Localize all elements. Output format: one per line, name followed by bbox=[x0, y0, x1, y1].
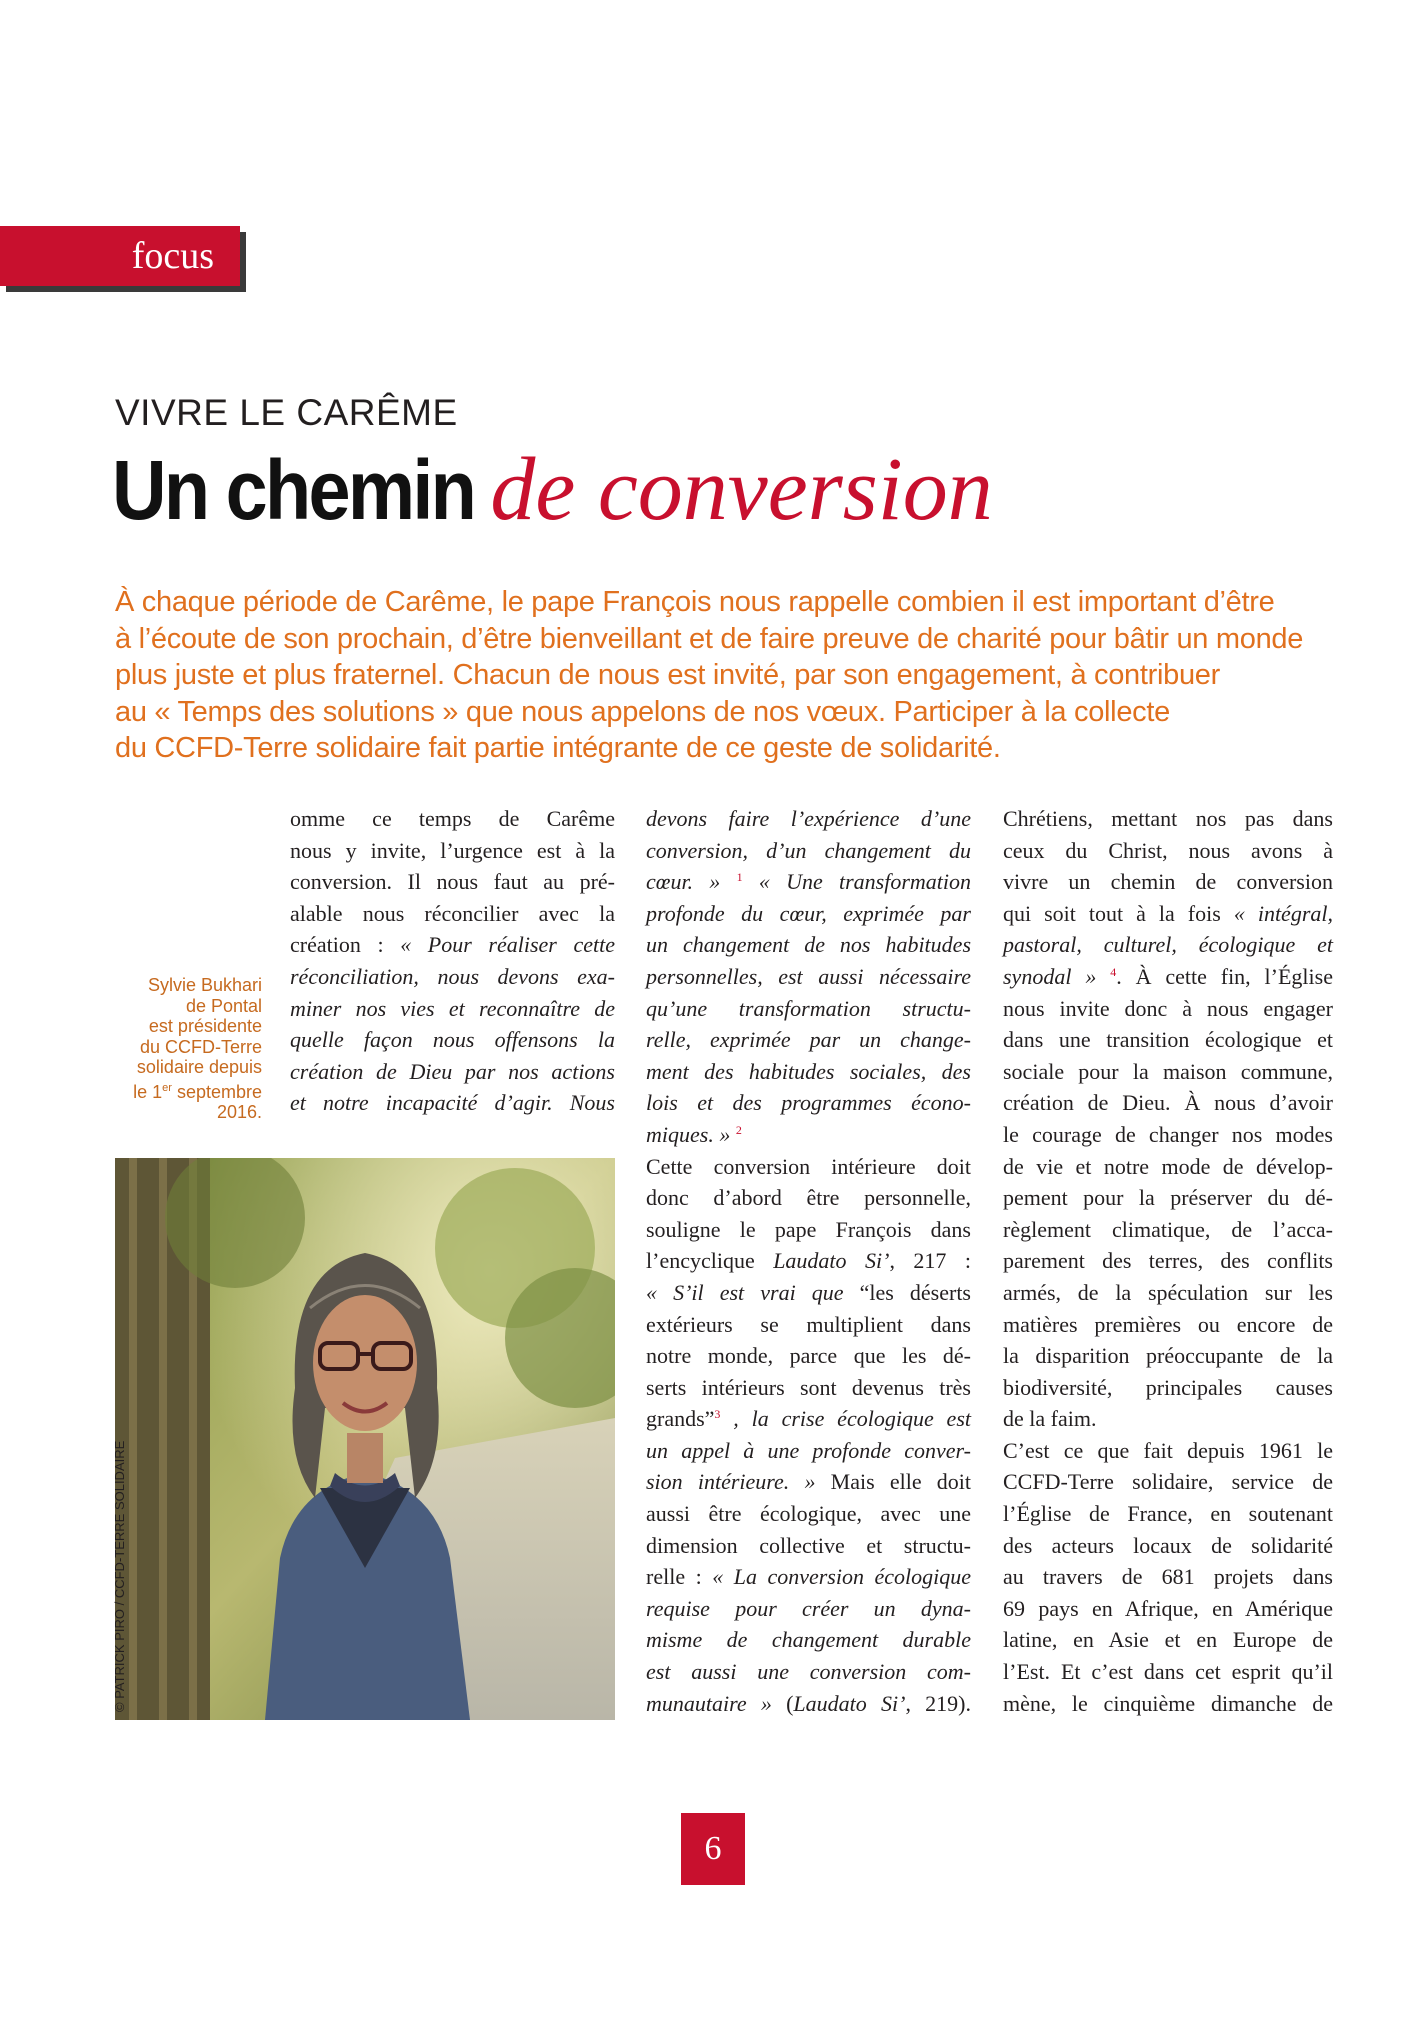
photo-credit: © PATRICK PIRO / CCFD-TERRE SOLIDAIRE bbox=[112, 1440, 127, 1712]
text-run: ( bbox=[771, 1690, 794, 1716]
text-line: ceux du Christ, nous avons à bbox=[1003, 837, 1333, 863]
text-line: extérieurs se multiplient dans bbox=[646, 1311, 971, 1337]
article-column-3 bbox=[1003, 803, 1333, 1719]
text-line: mène, le cinquième dimanche de bbox=[1003, 1690, 1333, 1716]
text-line: notre monde, parce que les dé- bbox=[646, 1343, 971, 1369]
text-line: Chrétiens, mettant nos pas dans bbox=[1003, 806, 1333, 831]
text-line bbox=[290, 1056, 615, 1088]
text-line: latine, en Asie et en Europe de bbox=[1003, 1627, 1333, 1653]
article-column-2 bbox=[646, 803, 971, 1719]
text-line bbox=[646, 1593, 971, 1625]
lede-line: du CCFD-Terre solidaire fait partie intégrante de ce geste de solidarité. bbox=[115, 732, 1001, 764]
text-run: , 217 : bbox=[889, 1248, 971, 1274]
text-line: dimension collective et structu- bbox=[646, 1532, 971, 1558]
quote-run: profonde du cœur, exprimée par bbox=[646, 900, 971, 926]
quote-run: sion intérieure. » bbox=[646, 1469, 816, 1495]
quote-run: personnelles, est aussi nécessaire bbox=[646, 963, 971, 989]
text-line: omme ce temps de Carême bbox=[290, 806, 615, 831]
quote-run: munautaire » bbox=[646, 1690, 772, 1716]
lede-line: plus juste et plus fraternel. Chacun de nous est invité, par son engagement, à contribuer bbox=[115, 659, 1220, 691]
text-line: de la faim. bbox=[1003, 1406, 1097, 1432]
text-run: Mais elle doit bbox=[815, 1469, 971, 1495]
text-line bbox=[646, 866, 971, 898]
quote-run: quelle façon nous offensons la bbox=[290, 1027, 615, 1053]
text-line: l’Église de France, en soutenant bbox=[1003, 1501, 1333, 1527]
text-line: de vie et notre mode de dévelop- bbox=[1003, 1153, 1333, 1179]
portrait-photo bbox=[115, 1158, 615, 1720]
quote-run: réconciliation, nous devons exa- bbox=[290, 963, 615, 989]
text-line bbox=[290, 993, 615, 1025]
quote-run: qu’une transformation structu- bbox=[646, 995, 971, 1021]
text-line bbox=[1003, 929, 1333, 961]
text-line: vivre un chemin de conversion bbox=[1003, 869, 1333, 895]
text-line bbox=[1003, 961, 1333, 993]
text-line bbox=[646, 1435, 971, 1467]
title-run: Laudato Si’ bbox=[773, 1248, 890, 1274]
quote-run: « Une transformation bbox=[742, 869, 971, 895]
text-run: qui soit tout à la fois bbox=[1003, 900, 1234, 926]
text-line: le courage de changer nos modes bbox=[1003, 1121, 1333, 1147]
quote-run: pastoral, culturel, écologique et bbox=[1003, 932, 1333, 958]
text-line: règlement climatique, de l’acca- bbox=[1003, 1216, 1333, 1242]
text-line bbox=[290, 1024, 615, 1056]
text-line bbox=[646, 1024, 971, 1056]
text-line: souligne le pape François dans bbox=[646, 1216, 971, 1242]
quote-run: « S’il est vrai que bbox=[646, 1279, 844, 1305]
text-line: la disparition préoccupante de la bbox=[1003, 1343, 1333, 1369]
text-run: grands” bbox=[646, 1406, 715, 1432]
text-line bbox=[646, 1245, 971, 1277]
text-line: au travers de 681 projets dans bbox=[1003, 1564, 1333, 1590]
text-run: “les déserts bbox=[843, 1279, 971, 1305]
text-line bbox=[290, 1087, 615, 1119]
text-line: nous invite donc à nous engager bbox=[1003, 995, 1333, 1021]
caption-superscript: er bbox=[162, 1081, 172, 1094]
text-line bbox=[646, 1688, 971, 1720]
photo-caption bbox=[120, 975, 262, 1123]
footnote-ref-3[interactable]: 3 bbox=[714, 1407, 721, 1422]
text-line bbox=[646, 1277, 971, 1309]
quote-run: « La conversion écologique bbox=[712, 1564, 971, 1590]
quote-run: cœur. » bbox=[646, 869, 737, 895]
text-line: création de Dieu. À nous d’avoir bbox=[1003, 1090, 1333, 1116]
text-line: C’est ce que fait depuis 1961 le bbox=[1003, 1437, 1333, 1463]
text-line bbox=[646, 1561, 971, 1593]
quote-run: devons faire l’expérience d’une bbox=[646, 806, 971, 831]
footnote-ref-4[interactable]: 4 bbox=[1110, 964, 1117, 979]
text-line bbox=[646, 1403, 971, 1435]
caption-line: est présidente bbox=[148, 1016, 262, 1036]
text-run: l’encyclique bbox=[646, 1248, 774, 1274]
caption-line: 2016. bbox=[216, 1102, 262, 1122]
text-run: création : bbox=[290, 932, 401, 958]
text-line bbox=[646, 803, 971, 835]
lede-line: À chaque période de Carême, le pape François nous rappelle combien il est important d’être bbox=[115, 586, 1275, 618]
quote-run: est aussi une conversion com- bbox=[646, 1659, 971, 1685]
article-column-1 bbox=[290, 803, 615, 1119]
text-line bbox=[646, 1087, 971, 1119]
article-headline bbox=[112, 438, 993, 541]
text-line: armés, de la spéculation sur les bbox=[1003, 1279, 1333, 1305]
caption-line: solidaire depuis bbox=[136, 1057, 262, 1077]
caption-text: le 1 bbox=[133, 1081, 163, 1102]
caption-text: septembre bbox=[171, 1081, 262, 1102]
caption-line: du CCFD-Terre bbox=[139, 1036, 262, 1057]
caption-line: de Pontal bbox=[185, 995, 262, 1016]
text-line bbox=[646, 961, 971, 993]
text-line: alable nous réconcilier avec la bbox=[290, 900, 615, 926]
text-line: parement des terres, des conflits bbox=[1003, 1248, 1333, 1274]
text-run: , 219). bbox=[905, 1690, 972, 1716]
text-line bbox=[646, 1119, 971, 1151]
quote-run: création de Dieu par nos actions bbox=[290, 1058, 615, 1084]
footnote-ref-1[interactable]: 1 bbox=[736, 870, 743, 885]
text-line: conversion. Il nous faut au pré- bbox=[290, 869, 615, 895]
quote-run: lois et des programmes écono- bbox=[646, 1090, 971, 1116]
text-line: nous y invite, l’urgence est à la bbox=[290, 837, 615, 863]
article-kicker: VIVRE LE CARÊME bbox=[115, 392, 458, 433]
text-line: biodiversité, principales causes bbox=[1003, 1374, 1333, 1400]
quote-run: « Pour réaliser cette bbox=[400, 932, 615, 958]
text-line bbox=[646, 835, 971, 867]
text-run: . À cette fin, l’Église bbox=[1116, 963, 1333, 989]
title-run: Laudato Si’ bbox=[793, 1690, 906, 1716]
caption-line: Sylvie Bukhari bbox=[147, 975, 262, 995]
text-line: aussi être écologique, avec une bbox=[646, 1501, 971, 1527]
text-line: dans une transition écologique et bbox=[1003, 1027, 1333, 1053]
headline-part2: de conversion bbox=[490, 440, 993, 539]
page-number: 6 bbox=[681, 1813, 745, 1885]
quote-run: , la crise écologique est bbox=[720, 1406, 971, 1432]
text-line bbox=[646, 1466, 971, 1498]
text-line bbox=[646, 993, 971, 1025]
quote-run: miques. » bbox=[646, 1121, 736, 1147]
quote-run: requise pour créer un dyna- bbox=[646, 1595, 971, 1621]
quote-run: synodal » bbox=[1003, 963, 1111, 989]
text-line bbox=[290, 929, 615, 961]
text-line: donc d’abord être personnelle, bbox=[646, 1185, 971, 1211]
lede-line: au « Temps des solutions » que nous appelons de nos vœux. Participer à la collecte bbox=[115, 695, 1170, 728]
text-line: sociale pour la maison commune, bbox=[1003, 1058, 1333, 1084]
text-line: pement pour la préserver du dé- bbox=[1003, 1185, 1333, 1211]
caption-line bbox=[120, 1078, 262, 1103]
quote-run: un changement de nos habitudes bbox=[646, 932, 971, 958]
headline-part1: Un chemin bbox=[112, 443, 475, 537]
quote-run: ment des habitudes sociales, des bbox=[646, 1058, 971, 1084]
article-lede bbox=[115, 584, 1345, 767]
quote-run: et notre incapacité d’agir. Nous bbox=[290, 1090, 615, 1116]
text-line bbox=[290, 961, 615, 993]
text-line bbox=[646, 1656, 971, 1688]
quote-run: misme de changement durable bbox=[646, 1627, 971, 1653]
text-line: CCFD-Terre solidaire, service de bbox=[1003, 1469, 1333, 1495]
text-line: 69 pays en Afrique, en Amérique bbox=[1003, 1595, 1333, 1621]
text-line bbox=[646, 929, 971, 961]
text-line bbox=[646, 1624, 971, 1656]
section-tab-label: focus bbox=[131, 235, 214, 277]
quote-run: relle, exprimée par un change- bbox=[646, 1027, 971, 1053]
text-line bbox=[646, 1056, 971, 1088]
text-line: serts intérieurs sont devenus très bbox=[646, 1374, 971, 1400]
footnote-ref-2[interactable]: 2 bbox=[735, 1122, 742, 1137]
section-tab bbox=[0, 226, 240, 286]
lede-line: à l’écoute de son prochain, d’être bienveillant et de faire preuve de charité pour bâtir un monde bbox=[115, 622, 1304, 655]
quote-run: conversion, d’un changement du bbox=[646, 837, 971, 863]
quote-run: « intégral, bbox=[1233, 900, 1334, 926]
text-line bbox=[1003, 898, 1333, 930]
text-run: relle : bbox=[646, 1564, 713, 1590]
text-line: des acteurs locaux de solidarité bbox=[1003, 1532, 1333, 1558]
quote-run: un appel à une profonde conver- bbox=[646, 1437, 971, 1463]
text-line bbox=[646, 898, 971, 930]
text-line: l’Est. Et c’est dans cet esprit qu’il bbox=[1003, 1659, 1333, 1685]
text-line: Cette conversion intérieure doit bbox=[646, 1153, 971, 1179]
text-line: matières premières ou encore de bbox=[1003, 1311, 1333, 1337]
quote-run: miner nos vies et reconnaître de bbox=[290, 995, 615, 1021]
